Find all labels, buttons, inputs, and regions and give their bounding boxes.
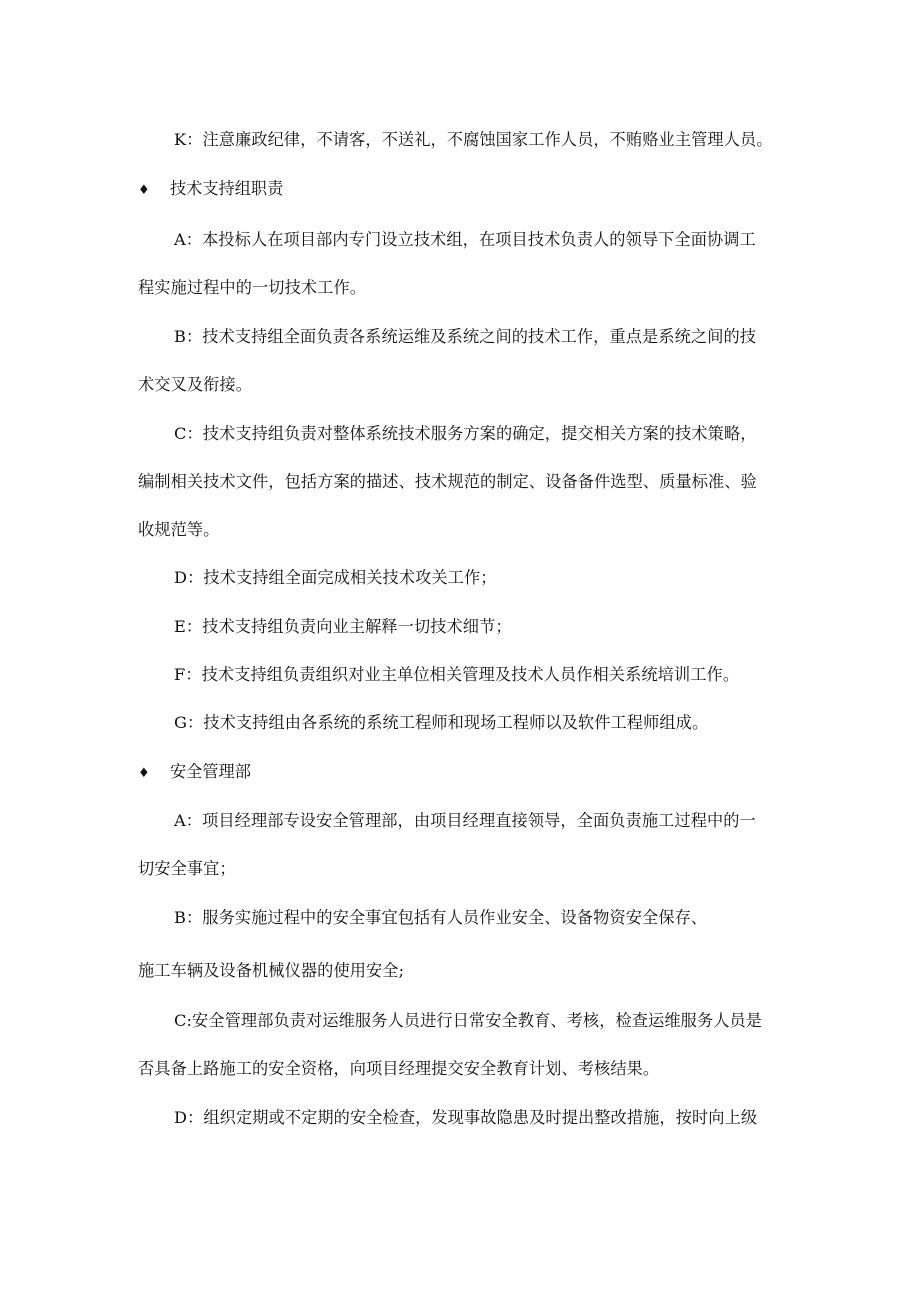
paragraph-line: B：技术支持组全面负责各系统运维及系统之间的技术工作，重点是系统之间的技 bbox=[174, 327, 757, 346]
paragraph-line: G：技术支持组由各系统的系统工程师和现场工程师以及软件工程师组成。 bbox=[174, 713, 709, 732]
paragraph-line: 收规范等。 bbox=[138, 520, 220, 539]
paragraph-line: K：注意廉政纪律，不请客，不送礼，不腐蚀国家工作人员，不贿赂业主管理人员。 bbox=[174, 130, 773, 149]
paragraph-line: A：本投标人在项目部内专门设立技术组，在项目技术负责人的领导下全面协调工 bbox=[174, 230, 756, 249]
paragraph-line: B：服务实施过程中的安全事宜包括有人员作业安全、设备物资安全保存、 bbox=[174, 908, 708, 927]
paragraph-line: D：技术支持组全面完成相关技术攻关工作； bbox=[174, 568, 497, 587]
paragraph-line: D：组织定期或不定期的安全检查，发现事故隐患及时提出整改措施，按时向上级 bbox=[174, 1108, 758, 1127]
paragraph-line: A：项目经理部专设安全管理部，由项目经理直接领导，全面负责施工过程中的一 bbox=[174, 811, 756, 830]
section-heading-label: 安全管理部 bbox=[170, 762, 251, 781]
diamond-bullet-icon: ♦ bbox=[138, 183, 150, 198]
paragraph-line: F：技术支持组负责组织对业主单位相关管理及技术人员作相关系统培训工作。 bbox=[174, 665, 740, 684]
paragraph-line: 术交叉及衔接。 bbox=[138, 375, 253, 394]
paragraph-line: C：技术支持组负责对整体系统技术服务方案的确定，提交相关方案的技术策略， bbox=[174, 424, 757, 443]
paragraph-line: E：技术支持组负责向业主解释一切技术细节； bbox=[174, 617, 512, 636]
paragraph-line: 施工车辆及设备机械仪器的使用安全; bbox=[138, 961, 405, 980]
paragraph-line: C:安全管理部负责对运维服务人员进行日常安全教育、考核，检查运维服务人员是 bbox=[174, 1011, 763, 1030]
diamond-bullet-icon: ♦ bbox=[138, 766, 150, 781]
section-heading bbox=[138, 761, 251, 785]
section-heading bbox=[138, 178, 283, 202]
section-heading-label: 技术支持组职责 bbox=[170, 179, 284, 198]
paragraph-line: 切安全事宜； bbox=[138, 859, 236, 878]
paragraph-line: 否具备上路施工的安全资格，向项目经理提交安全教育计划、考核结果。 bbox=[138, 1059, 660, 1078]
paragraph-line: 程实施过程中的一切技术工作。 bbox=[138, 278, 367, 297]
paragraph-line: 编制相关技术文件，包括方案的描述、技术规范的制定、设备备件选型、质量标准、验 bbox=[138, 472, 757, 491]
